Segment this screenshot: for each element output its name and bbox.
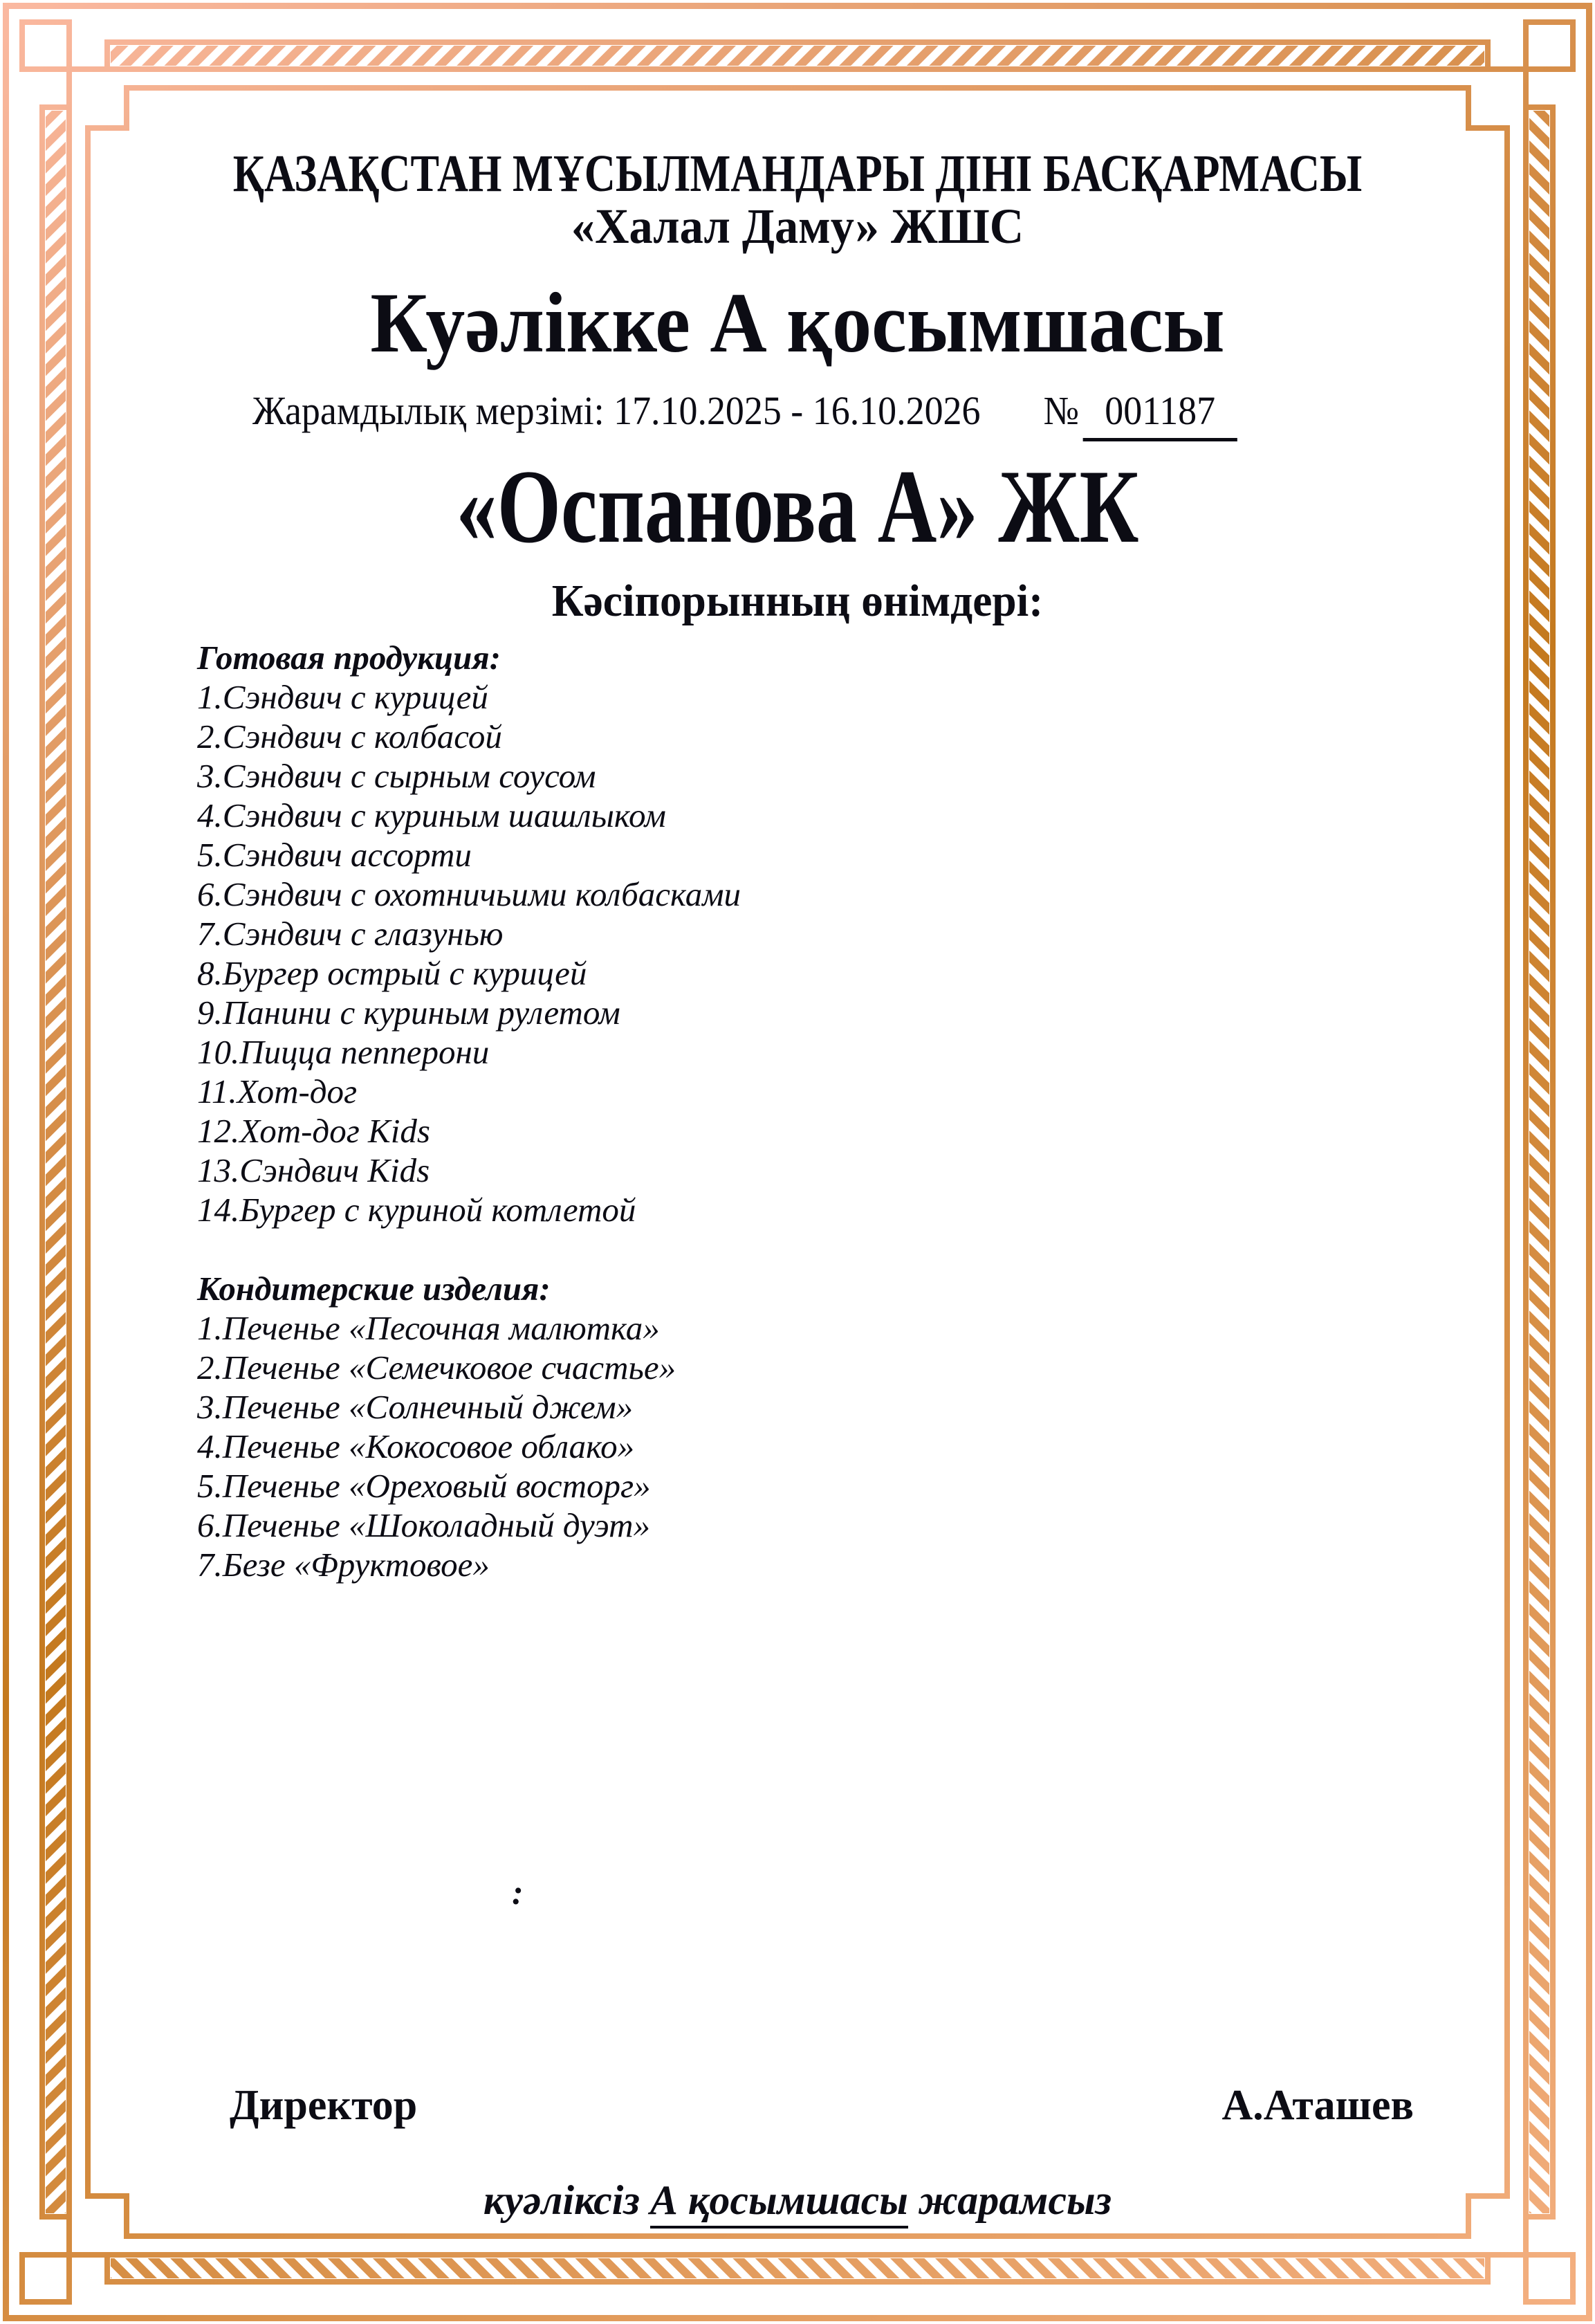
list-item: 6.Печенье «Шоколадный дуэт»	[197, 1506, 650, 1544]
document-title: Куәлікке А қосымшасы	[370, 275, 1225, 370]
signer-role: Директор	[230, 2082, 418, 2129]
list-item: 1.Сэндвич с курицей	[197, 678, 488, 716]
list-item: 11.Хот-дог	[197, 1072, 358, 1110]
footer-underlined: А қосымшасы	[650, 2177, 908, 2229]
enterprise-name: «Оспанова А» ЖК	[456, 448, 1139, 565]
organization-name: ҚАЗАҚСТАН МҰСЫЛМАНДАРЫ ДІНІ БАСҚАРМАСЫ	[232, 145, 1363, 203]
footer-note	[0, 2177, 1595, 2229]
stray-colon: :	[512, 1873, 524, 1912]
section-heading: Кондитерские изделия:	[197, 1270, 551, 1308]
section-heading: Готовая продукция:	[197, 639, 501, 677]
list-item: 14.Бургер с куриной котлетой	[197, 1191, 636, 1229]
list-item: 4.Сэндвич с куриным шашлыком	[197, 796, 666, 834]
list-item: 10.Пицца пепперони	[197, 1033, 490, 1071]
footer-suffix: жарамсыз	[907, 2177, 1112, 2223]
list-item: 8.Бургер острый с курицей	[197, 954, 587, 992]
list-item: 2.Сэндвич с колбасой	[197, 717, 502, 756]
list-spacer	[197, 1229, 741, 1269]
list-item: 5.Сэндвич ассорти	[197, 836, 472, 874]
list-item: 3.Сэндвич с сырным соусом	[197, 757, 596, 795]
list-item: 12.Хот-дог Kids	[197, 1112, 430, 1150]
list-item: 1.Печенье «Песочная малютка»	[197, 1309, 660, 1347]
footer-prefix: куәліксіз	[483, 2177, 650, 2223]
list-item: 5.Печенье «Ореховый восторг»	[197, 1467, 651, 1505]
company-name: «Халал Даму» ЖШС	[571, 199, 1024, 254]
list-item: 4.Печенье «Кокосовое облако»	[197, 1427, 635, 1465]
certificate-number: 001187	[1083, 387, 1237, 441]
list-item: 6.Сэндвич с охотничьими колбасками	[197, 875, 741, 913]
list-item: 13.Сэндвич Kids	[197, 1151, 430, 1189]
list-item: 3.Печенье «Солнечный джем»	[197, 1388, 634, 1426]
validity-period: Жарамдылық мерзімі: 17.10.2025 - 16.10.2026	[252, 388, 981, 433]
list-item: 7.Сэндвич с глазунью	[197, 915, 504, 953]
products-heading: Кәсіпорынның өнімдері:	[551, 576, 1044, 626]
list-item: 9.Панини с куриным рулетом	[197, 994, 620, 1032]
signer-name: А.Аташев	[1221, 2082, 1414, 2129]
list-item: 2.Печенье «Семечковое счастье»	[197, 1348, 676, 1387]
list-item: 7.Безе «Фруктовое»	[197, 1546, 490, 1584]
signature-row	[230, 2081, 1414, 2130]
validity-line	[252, 387, 1237, 441]
product-lists	[197, 638, 741, 1584]
number-sign: №	[1043, 388, 1080, 433]
